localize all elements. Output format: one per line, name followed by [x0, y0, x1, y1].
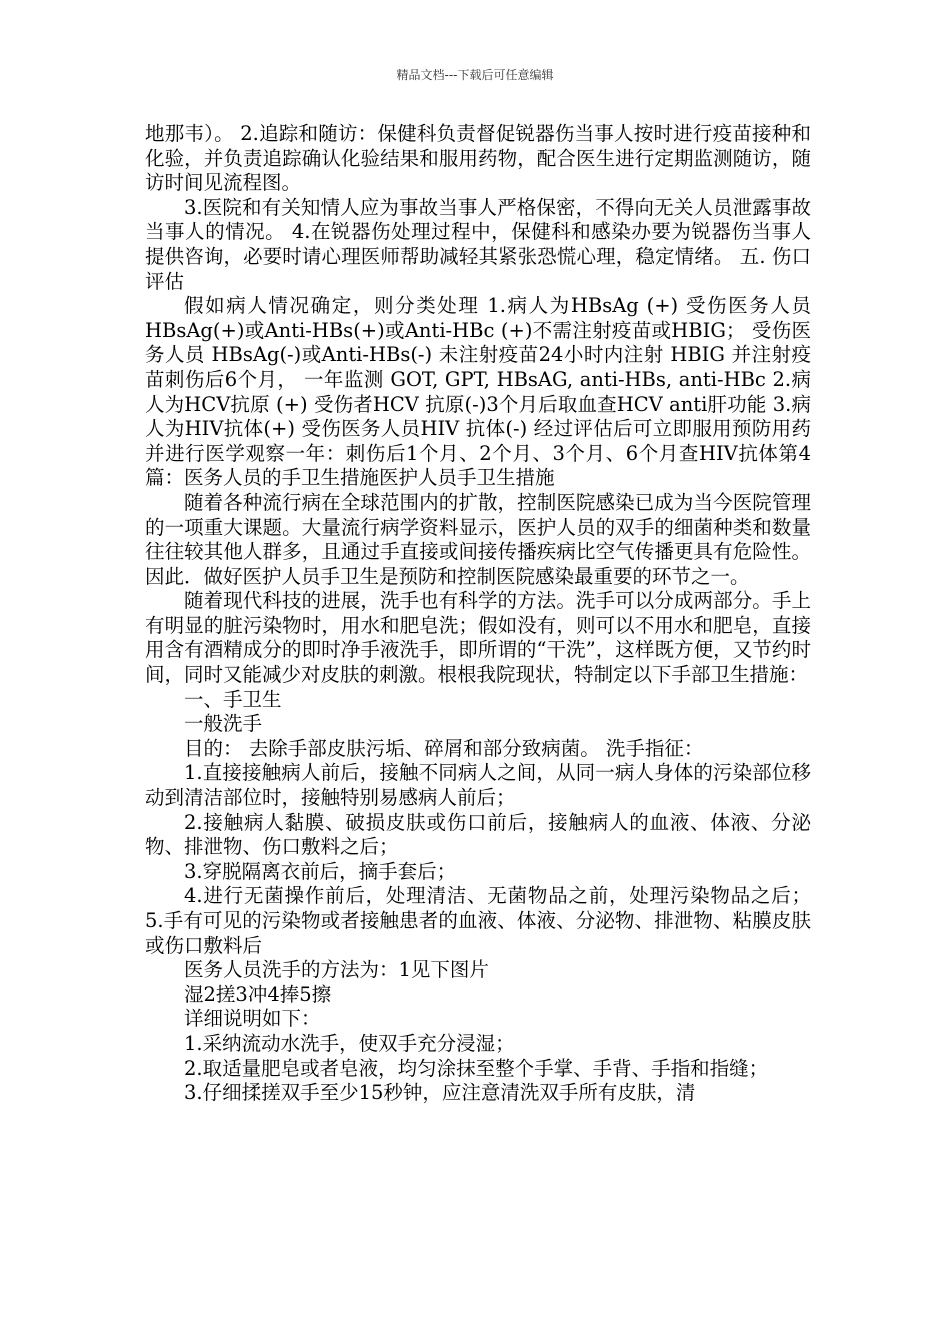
paragraph-3: 假如病人情况确定，则分类处理 1.病人为HBsAg (+) 受伤医务人员 HBsAg(+)或Anti-HBs(+)或Anti-HBc (+)不需注射疫苗或HBIG； 受伤医务人员 HBsAg(-)或Anti-HBs(-) 未注射疫苗24小时内注射 HBIG 并注射疫苗刺伤后6个月， 一年监测 GOT, GPT, HBsAG, anti-HBs, anti-HBc 2.病人为HCV抗原 (+) 受伤者HCV 抗原(-)3个月后取血查HCV anti肝功能 3.病人为HIV抗体(+) 受伤医务人员HIV 抗体(-) 经过评估后可立即服用预防用药并进行医学观察一年：刺伤后1个月、2个月、3个月、6个月查HIV抗体第4篇：医务人员的手卫生措施医护人员手卫生措施	[145, 294, 811, 490]
section-heading-hand-hygiene: 一、手卫生	[184, 687, 282, 711]
subheading-general-handwashing: 一般洗手	[184, 712, 263, 736]
document-body	[145, 122, 811, 1106]
step-item-3: 3.仔细揉搓双手至少15秒钟，应注意清洗双手所有皮肤，清	[184, 1081, 696, 1105]
list-item-2: 2.接触病人黏膜、破损皮肤或伤口前后，接触病人的血液、体液、分泌物、排泄物、伤口敷料之后；	[145, 810, 811, 859]
paragraph-4: 随着各种流行病在全球范围内的扩散，控制医院感染已成为当今医院管理的一项重大课题。大量流行病学资料显示，医护人员的双手的细菌种类和数量往往较其他人群多，且通过手直接或间接传播疾病比空气传播更具有危险性。因此．做好医护人员手卫生是预防和控制医院感染最重要的环节之一。	[145, 490, 811, 588]
paragraph-2: 3.医院和有关知情人应为事故当事人严格保密，不得向无关人员泄露事故当事人的情况。 4.在锐器伤处理过程中，保健科和感染办要为锐器伤当事人提供咨询，必要时请心理医师帮助减轻其紧张恐慌心理，稳定情绪。 五. 伤口评估	[145, 195, 811, 293]
paragraph-method: 医务人员洗手的方法为：1见下图片	[184, 958, 489, 982]
list-item-4: 4.进行无菌操作前后，处理清洁、无菌物品之前，处理污染物品之后； 5.手有可见的污染物或者接触患者的血液、体液、分泌物、排泄物、粘膜皮肤或伤口敷料后	[145, 884, 811, 957]
list-item-3: 3.穿脱隔离衣前后，摘手套后；	[184, 859, 457, 883]
list-item-1: 1.直接接触病人前后，接触不同病人之间，从同一病人身体的污染部位移动到清洁部位时，接触特别易感病人前后；	[145, 761, 811, 810]
paragraph-details-intro: 详细说明如下：	[184, 1007, 321, 1031]
step-item-1: 1.采纳流动水洗手，使双手充分浸湿；	[184, 1031, 515, 1055]
paragraph-steps: 湿2搓3冲4捧5擦	[184, 982, 332, 1006]
paragraph-1: 地那韦）。 2.追踪和随访：保健科负责督促锐器伤当事人按时进行疫苗接种和化验，并负责追踪确认化验结果和服用药物，配合医生进行定期监测随访，随访时间见流程图。	[145, 122, 811, 195]
paragraph-5: 随着现代科技的进展，洗手也有科学的方法。洗手可以分成两部分。手上有明显的脏污染物时，用水和肥皂洗；假如没有，则可以不用水和肥皂，直接用含有酒精成分的即时净手液洗手，即所谓的“干洗”，这样既方便，又节约时间，同时又能减少对皮肤的刺激。根根我院现状，特制定以下手部卫生措施：	[145, 589, 811, 687]
step-item-2: 2.取适量肥皂或者皂液，均匀涂抹至整个手掌、手背、手指和指缝；	[184, 1056, 769, 1080]
page-header: 精品文档---下载后可任意编辑	[396, 68, 554, 82]
paragraph-purpose: 目的： 去除手部皮肤污垢、碎屑和部分致病菌。 洗手指征：	[184, 736, 704, 760]
